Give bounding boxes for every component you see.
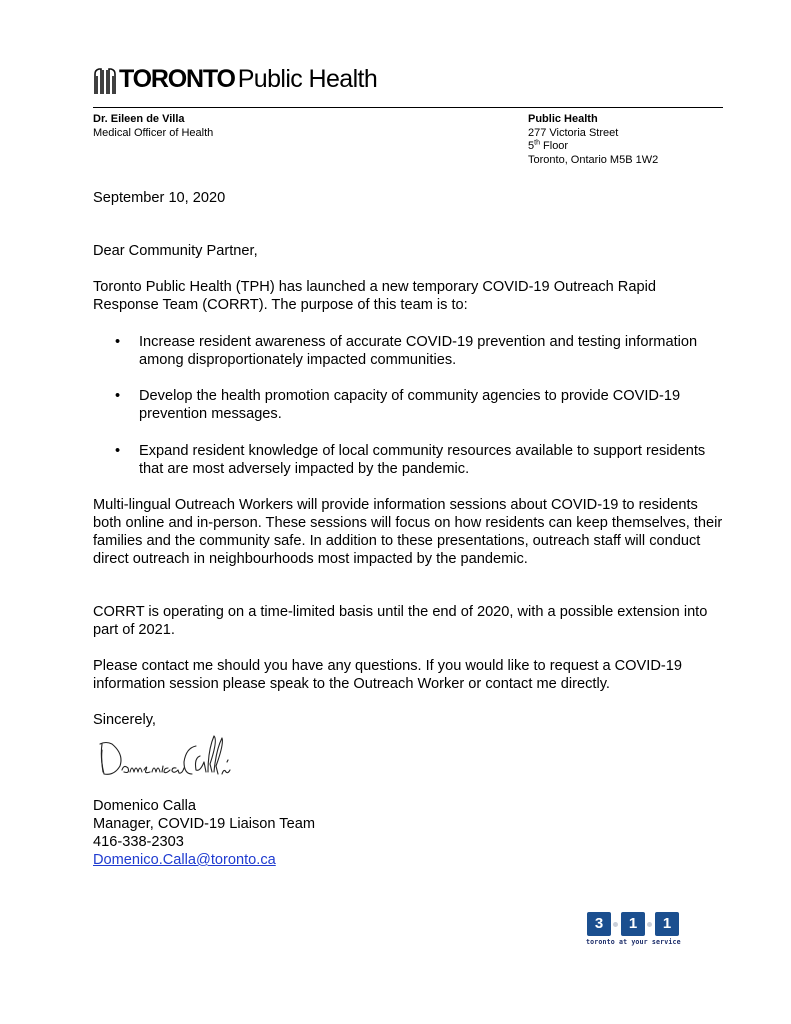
bullet-icon: •	[115, 443, 121, 459]
signatory-name: Domenico Calla	[93, 798, 197, 814]
outreach-paragraph: Multi-lingual Outreach Workers will provide information sessions about COVID-19 to residents both online and in-person. These sessions will focus on how residents can keep themselves, their families and the community safe. In addition to these presentations, outreach staff will conduct direct outreach in neighbourhoods most impacted by the pandemic.	[93, 497, 723, 567]
address-city: Toronto, Ontario M5B 1W2	[528, 153, 659, 166]
signatory-phone: 416-338-2303	[93, 834, 184, 850]
311-tagline: toronto at your service	[586, 938, 681, 946]
header-divider	[93, 107, 723, 108]
signatory-email-link[interactable]: Domenico.Calla@toronto.ca	[93, 852, 276, 868]
sender-name: Dr. Eileen de Villa	[93, 113, 185, 125]
badge-dot	[613, 922, 618, 927]
badge-digit: 1	[621, 912, 645, 936]
sender-block	[93, 113, 213, 140]
intro-paragraph: Toronto Public Health (TPH) has launched a new temporary COVID-19 Outreach Rapid Response Team (CORRT). The purpose of this team is to:	[93, 279, 656, 313]
list-item-text: Increase resident awareness of accurate COVID-19 prevention and testing information among disproportionately impacted communities.	[139, 334, 698, 368]
address-floor-suffix: th	[534, 139, 540, 147]
address-floor	[528, 140, 658, 154]
bullet-icon: •	[115, 388, 121, 404]
salutation: Dear Community Partner,	[93, 243, 258, 259]
logo-toronto-text: TORONTO	[119, 65, 235, 93]
closing: Sincerely,	[93, 712, 156, 728]
address-floor-number: 5	[528, 140, 535, 152]
badge-digit: 3	[587, 912, 611, 936]
logo-public-health-text: Public Health	[237, 65, 378, 93]
list-item-text: Expand resident knowledge of local community resources available to support residents that are most adversely impacted by the pandemic.	[139, 443, 706, 477]
timeline-paragraph: CORRT is operating on a time-limited basis until the end of 2020, with a possible extension into part of 2021.	[93, 604, 708, 638]
toronto-public-health-logo	[93, 58, 377, 94]
signatory-title: Manager, COVID-19 Liaison Team	[93, 816, 315, 832]
contact-paragraph: Please contact me should you have any questions. If you would like to request a COVID-19 information session please speak to the Outreach Worker or contact me directly.	[93, 658, 682, 692]
badge-dot	[647, 922, 652, 927]
bullet-icon: •	[115, 334, 121, 350]
handwritten-signature	[96, 730, 236, 788]
office-name: Public Health	[528, 113, 598, 125]
address-street: 277 Victoria Street	[528, 126, 619, 139]
list-item-text: Develop the health promotion capacity of community agencies to provide COVID-19 prevention messages.	[139, 388, 681, 422]
address-block	[528, 113, 658, 167]
letter-date: September 10, 2020	[93, 190, 226, 206]
sender-title: Medical Officer of Health	[93, 126, 214, 139]
address-floor-word: Floor	[539, 140, 569, 152]
city-hall-icon	[93, 64, 117, 94]
badge-digit: 1	[655, 912, 679, 936]
